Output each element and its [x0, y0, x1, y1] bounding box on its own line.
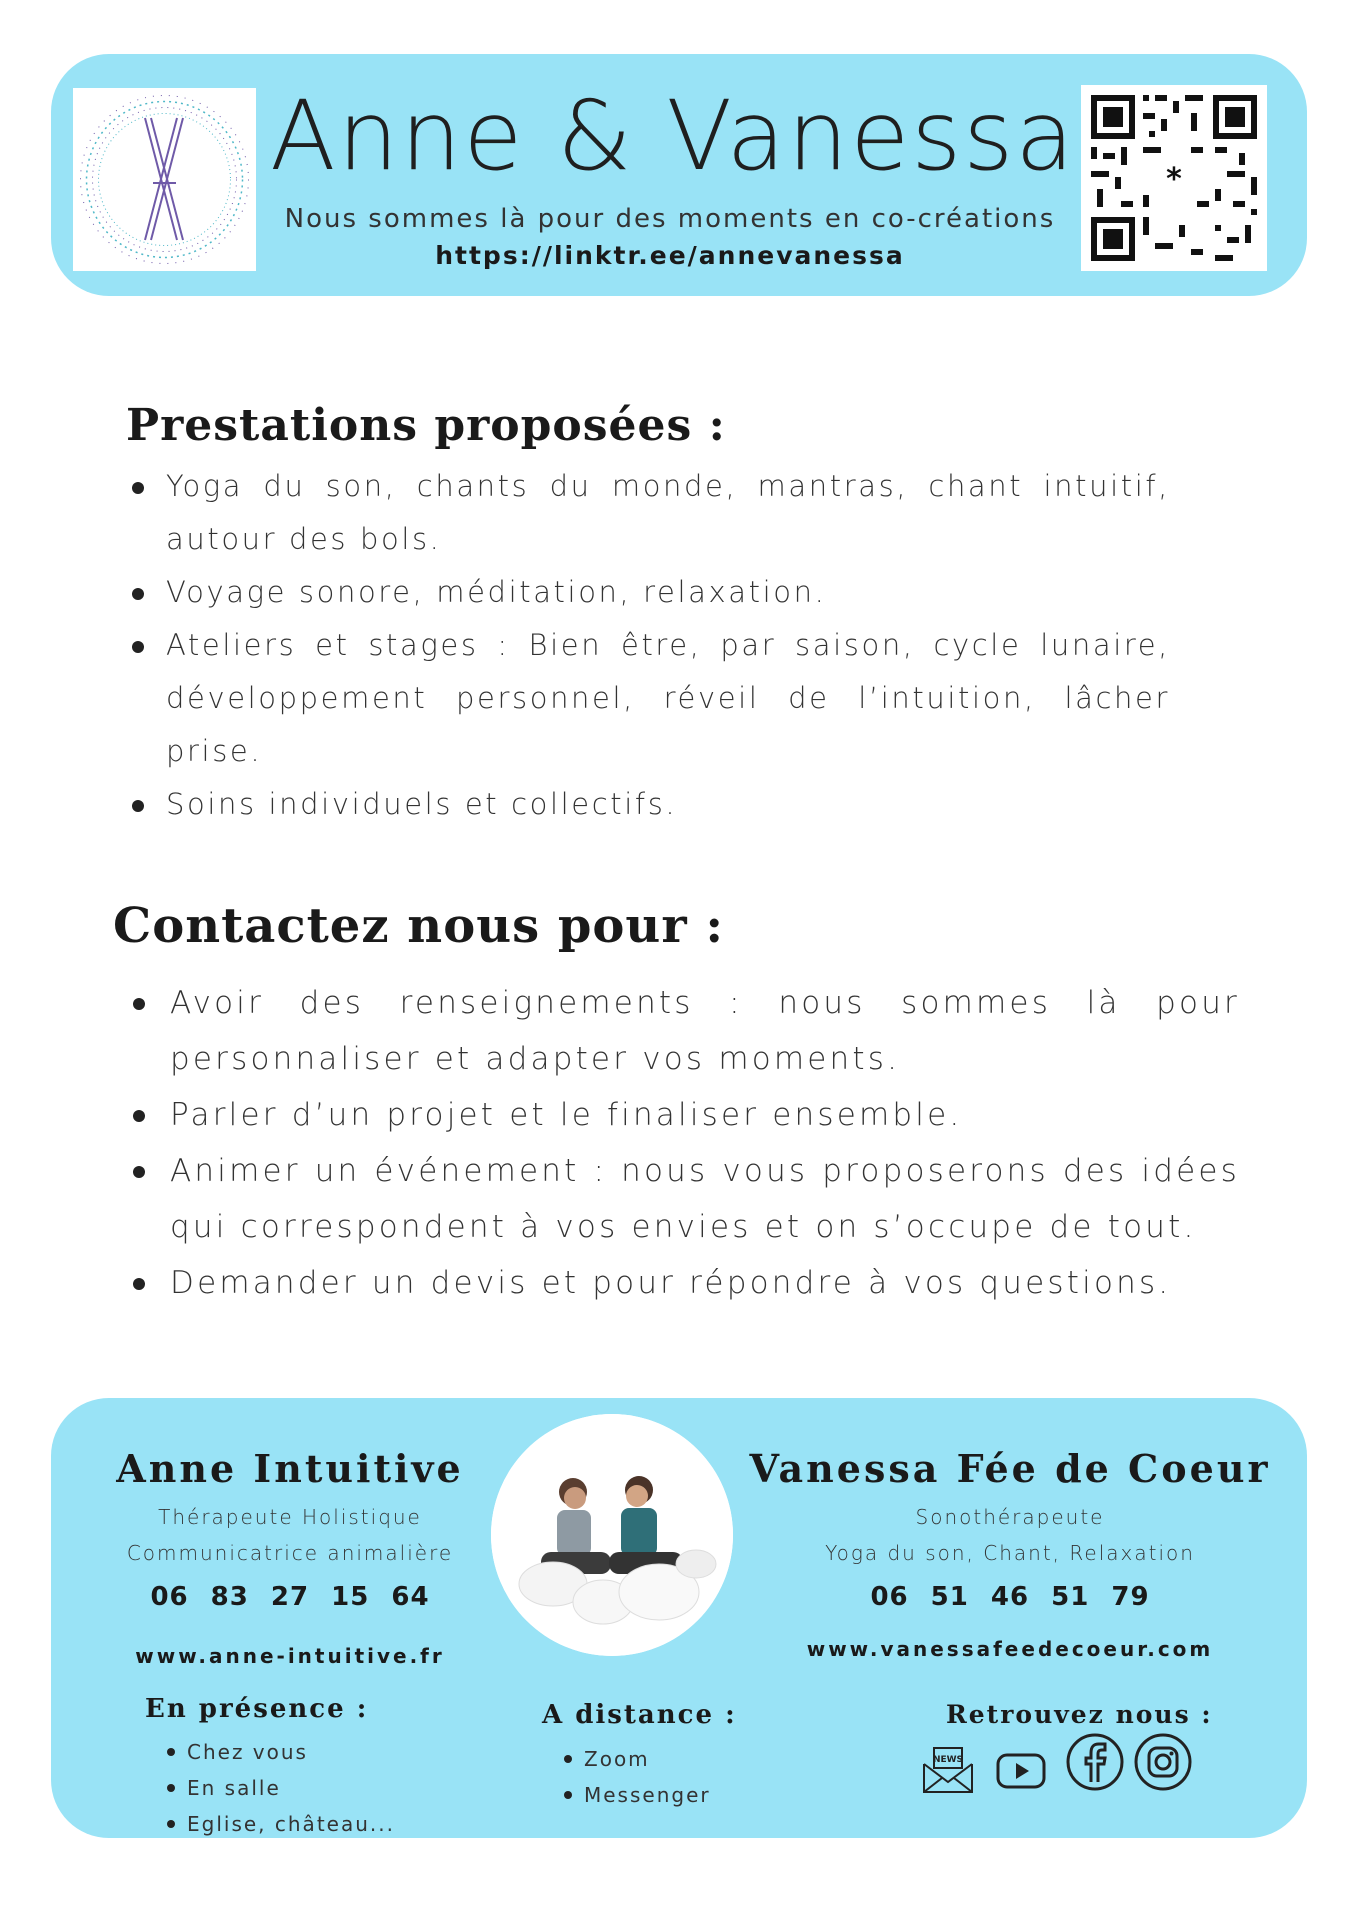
page-title: Anne & Vanessa: [270, 80, 1077, 192]
bullet-icon: [133, 998, 145, 1010]
bullet-icon: [132, 641, 144, 653]
facebook-button[interactable]: [1065, 1732, 1125, 1796]
distance-heading: A distance :: [542, 1700, 737, 1730]
list-item: Chez vous: [165, 1734, 395, 1770]
prestations-heading: Prestations proposées :: [126, 400, 726, 451]
contact-list: [130, 975, 1240, 1311]
page-subtitle: Nous sommes là pour des moments en co-créations: [284, 204, 1056, 234]
youtube-button[interactable]: [995, 1744, 1047, 1800]
anne-name: Anne Intuitive: [116, 1446, 464, 1491]
qr-code-icon: [1081, 85, 1267, 271]
vanessa-name: Vanessa Fée de Coeur: [749, 1446, 1271, 1491]
list-item: Soins individuels et collectifs.: [130, 778, 1170, 831]
list-item: Messenger: [562, 1777, 711, 1813]
distance-list: [562, 1741, 711, 1813]
bullet-icon: [167, 1820, 175, 1828]
facebook-icon: [1065, 1732, 1125, 1792]
list-item: Ateliers et stages : Bien être, par saison, cycle lunaire, développement personnel, réveil de l’intuition, lâcher prise.: [130, 619, 1170, 778]
bullet-icon: [564, 1755, 572, 1763]
vanessa-website-link[interactable]: www.vanessafeedecoeur.com: [806, 1637, 1214, 1661]
social-heading: Retrouvez nous :: [946, 1700, 1213, 1729]
anne-website-link[interactable]: www.anne-intuitive.fr: [135, 1644, 445, 1668]
linktree-link[interactable]: https://linktr.ee/annevanessa: [435, 241, 905, 270]
youtube-icon: [995, 1744, 1047, 1796]
list-item: Eglise, château...: [165, 1806, 395, 1842]
prestations-list: [130, 460, 1170, 831]
vanessa-phone[interactable]: 06 51 46 51 79: [870, 1582, 1150, 1612]
bullet-icon: [133, 1166, 145, 1178]
av-logo: [73, 88, 256, 271]
instagram-icon: [1133, 1732, 1193, 1792]
presence-heading: En présence :: [145, 1694, 369, 1724]
bullet-icon: [167, 1748, 175, 1756]
list-item: Zoom: [562, 1741, 711, 1777]
list-item: Avoir des renseignements : nous sommes là pour personnaliser et adapter vos moments.: [130, 975, 1240, 1087]
list-item: Demander un devis et pour répondre à vos questions.: [130, 1255, 1240, 1311]
newsletter-button[interactable]: [920, 1744, 976, 1800]
newsletter-icon: [920, 1744, 976, 1796]
photo-singing-bowls-icon: [491, 1414, 733, 1656]
bullet-icon: [132, 588, 144, 600]
list-item: Voyage sonore, méditation, relaxation.: [130, 566, 1170, 619]
list-item: En salle: [165, 1770, 395, 1806]
bullet-icon: [132, 482, 144, 494]
list-item: Parler d’un projet et le finaliser ensemble.: [130, 1087, 1240, 1143]
list-item: Animer un événement : nous vous proposerons des idées qui correspondent à vos envies et on s’occupe de tout.: [130, 1143, 1240, 1255]
newsletter-badge: NEWS: [932, 1755, 964, 1765]
bullet-icon: [133, 1278, 145, 1290]
bullet-icon: [564, 1791, 572, 1799]
bullet-icon: [133, 1110, 145, 1122]
anne-role-2: Communicatrice animalière: [126, 1541, 454, 1565]
vanessa-role-1: Sonothérapeute: [915, 1505, 1105, 1529]
anne-role-1: Thérapeute Holistique: [158, 1505, 422, 1529]
av-mandala-logo-icon: [73, 88, 256, 271]
vanessa-role-2: Yoga du son, Chant, Relaxation: [825, 1541, 1195, 1565]
bullet-icon: [132, 800, 144, 812]
svg-text:*: *: [1166, 162, 1182, 197]
instagram-button[interactable]: [1133, 1732, 1193, 1796]
list-item: Yoga du son, chants du monde, mantras, chant intuitif, autour des bols.: [130, 460, 1170, 566]
bullet-icon: [167, 1784, 175, 1792]
qr-code[interactable]: [1081, 85, 1267, 271]
duo-photo: [491, 1414, 733, 1656]
anne-phone[interactable]: 06 83 27 15 64: [150, 1582, 430, 1612]
presence-list: [165, 1734, 395, 1842]
contact-heading: Contactez nous pour :: [113, 898, 725, 954]
